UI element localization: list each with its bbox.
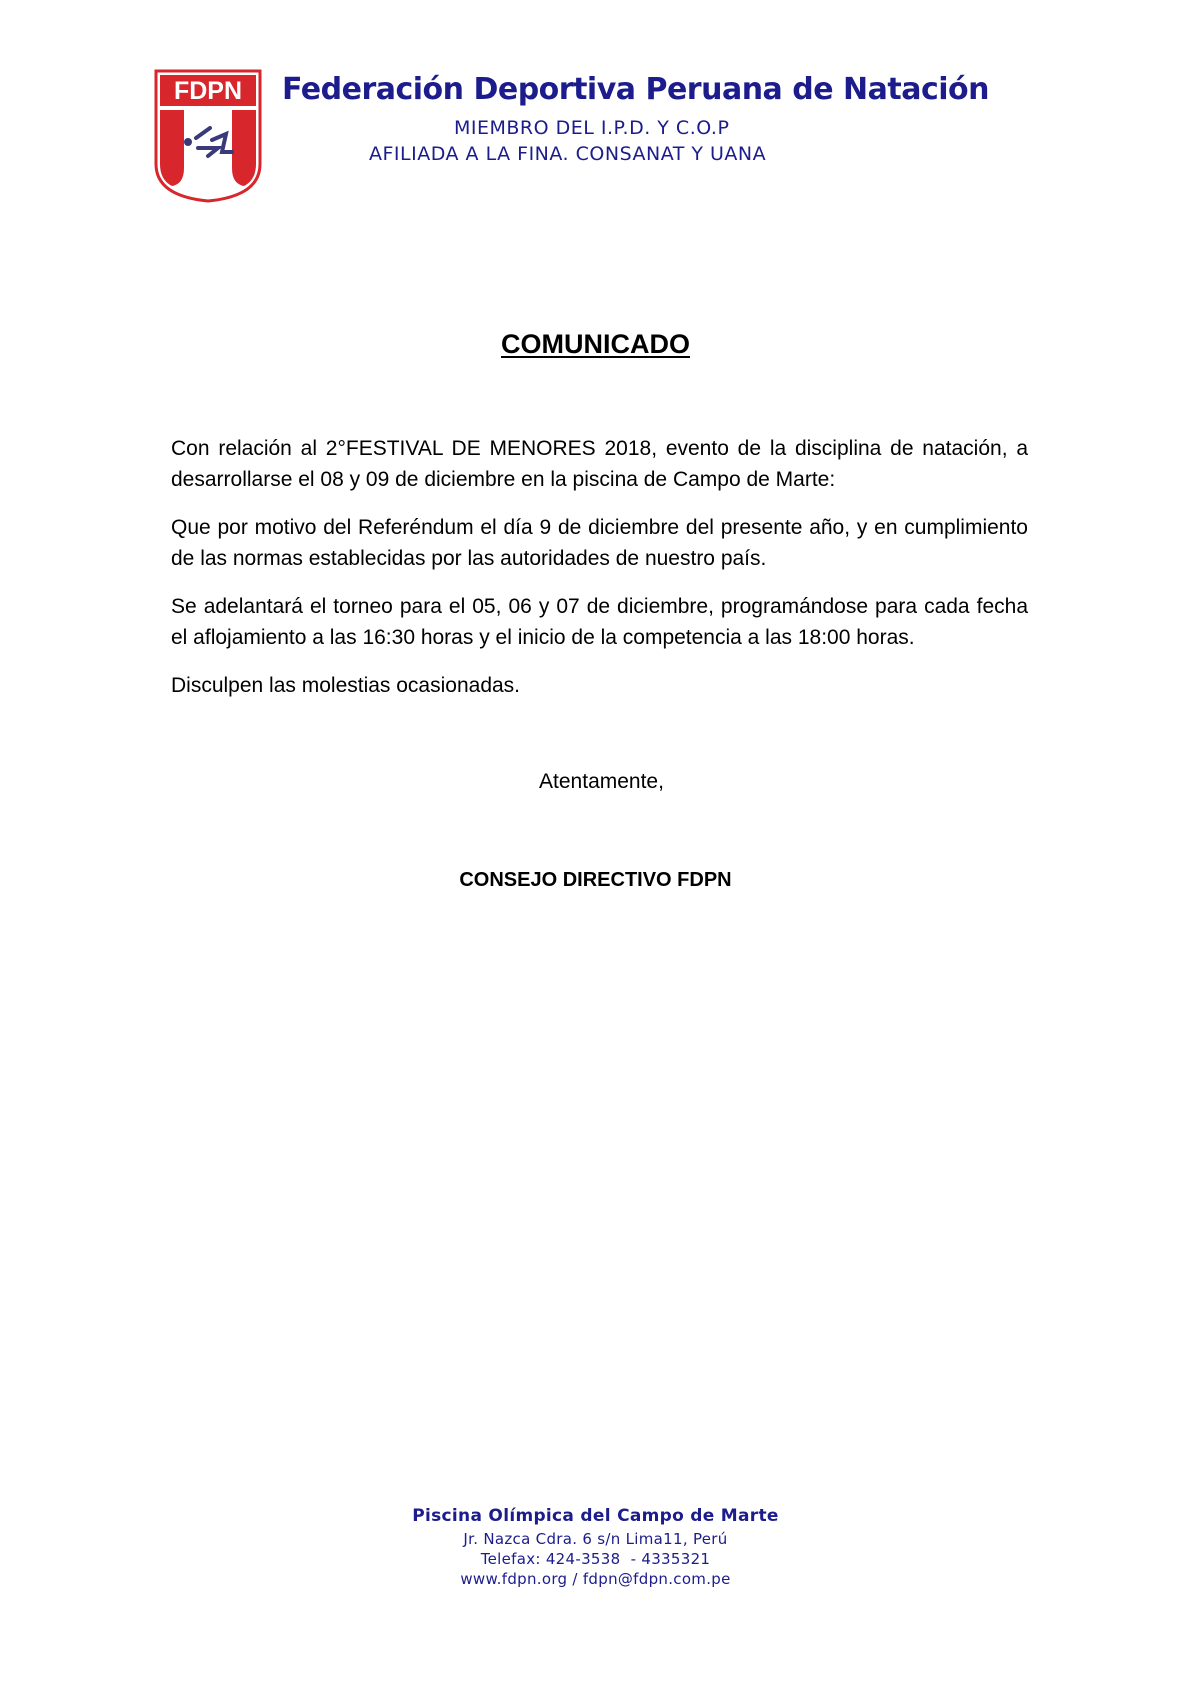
paragraph-apology: Disculpen las molestias ocasionadas. (171, 674, 521, 697)
footer-phone: Telefax: 424-3538 - 4335321 (480, 1550, 711, 1568)
fdpn-logo (152, 68, 264, 204)
paragraph-reason: Que por motivo del Referéndum el día 9 de diciembre del presente año, y en cumplimiento de las normas establecidas por las autoridades de nuestro país. (171, 516, 1028, 570)
signature: CONSEJO DIRECTIVO FDPN (459, 869, 732, 891)
footer-address: Jr. Nazca Cdra. 6 s/n Lima11, Perú (463, 1530, 728, 1548)
document-title: COMUNICADO (501, 329, 690, 359)
affiliation-line: AFILIADA A LA FINA. CONSANAT Y UANA (369, 143, 767, 165)
logo-text: FDPN (173, 77, 243, 105)
paragraph-schedule: Se adelantará el torneo para el 05, 06 y 07 de diciembre, programándose para cada fecha el aflojamiento a las 16:30 horas y el inicio de la competencia a las 18:00 horas. (171, 595, 1028, 649)
footer (0, 1506, 1191, 1589)
footer-venue: Piscina Olímpica del Campo de Marte (412, 1506, 779, 1526)
closing-block (0, 770, 1191, 892)
membership-line: MIEMBRO DEL I.P.D. Y C.O.P (454, 117, 730, 139)
footer-contact-links[interactable]: www.fdpn.org / fdpn@fdpn.com.pe (460, 1570, 731, 1588)
organization-name: Federación Deportiva Peruana de Natación (282, 72, 989, 107)
document-body (171, 433, 1028, 718)
closing-greeting: Atentamente, (539, 770, 664, 793)
paragraph-event: Con relación al 2°FESTIVAL DE MENORES 2018, evento de la disciplina de natación, a desarrollarse el 08 y 09 de diciembre en la piscina de Campo de Marte: (171, 437, 1028, 491)
